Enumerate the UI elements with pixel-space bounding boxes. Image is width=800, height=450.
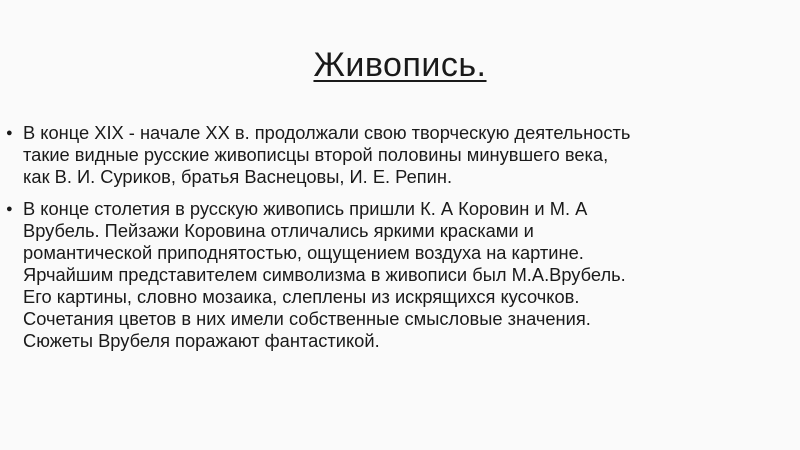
bullet-line: романтической приподнятостью, ощущением воздуха на картине. xyxy=(23,242,584,263)
bullet-marker: ● xyxy=(6,127,13,139)
bullet-line: Сюжеты Врубеля поражают фантастикой. xyxy=(23,330,380,351)
bullet-line: как В. И. Суриков, братья Васнецовы, И. Е. Репин. xyxy=(23,166,453,187)
bullet-line: Врубель. Пейзажи Коровина отличались яркими красками и xyxy=(23,220,534,241)
bullet-line: Сочетания цветов в них имели собственные смысловые значения. xyxy=(23,308,591,329)
bullet-line: Ярчайшим представителем символизма в живописи был М.А.Врубель. xyxy=(23,264,626,285)
bullet-item xyxy=(0,198,783,352)
bullet-line: Его картины, словно мозаика, слеплены из искрящихся кусочков. xyxy=(23,286,580,307)
bullet-list xyxy=(0,122,800,362)
slide-title: Живопись. xyxy=(313,46,487,84)
bullet-line: В конце XIX - начале XX в. продолжали свою творческую деятельность xyxy=(23,122,631,143)
bullet-line: такие видные русские живописцы второй половины минувшего века, xyxy=(23,144,609,165)
bullet-item xyxy=(0,122,783,188)
bullet-marker: ● xyxy=(6,203,13,215)
bullet-line: В конце столетия в русскую живопись пришли К. А Коровин и М. А xyxy=(23,198,588,219)
